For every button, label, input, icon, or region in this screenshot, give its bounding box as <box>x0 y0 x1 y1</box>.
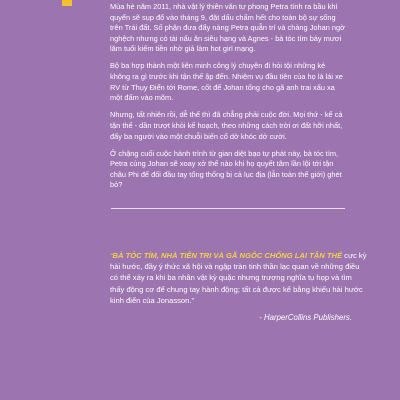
opening-quote-mark: “ <box>110 251 113 260</box>
yellow-accent-mark <box>62 0 72 6</box>
quote-body: cực kỳ hài hước, đầy ý thức xã hội và ngập tràn tinh thần lạc quan về những điều có thể xảy ra khi ba nhân vật kỳ quặc nhưng trượng nghĩa tụ họp và tìm thấy động cơ để chung tay hành động; tất cả được kể bằng khiếu hài hước kinh điển của Jonasson.” <box>110 251 367 305</box>
review-quote <box>110 250 368 306</box>
description-paragraph: Mùa hè năm 2011, nhà vật lý thiên văn tự phong Petra tính ra bầu khí quyển sẽ sụp đổ vào tháng 9, đặt dấu chấm hết cho toàn bộ sự sống trên Trái đất. Số phận đưa đẩy nàng Petra quẫn trí và chàng Johan ngờ nghệch nhưng có tài nấu ăn siêu hạng và Agnes - bà tóc tím bảy mươi lăm tuổi kiếm tiền nhờ giả làm hot girl mạng. <box>110 2 345 54</box>
description-paragraph: Ở chặng cuối cuộc hành trình từ gian diệt bạo tự phát này, bà tóc tím, Petra cùng Johan sẽ xoay xở thế nào khi họ quyết tâm lần lội tới tận châu Phi để đối đầu tay tổng thống bị cả lục địa (lẫn toàn thế giới) ghét bỏ? <box>110 148 342 190</box>
book-description <box>110 2 346 198</box>
quote-attribution: - HarperCollins Publishers. <box>259 313 352 322</box>
section-divider <box>111 208 345 209</box>
description-paragraph: Nhưng, tất nhiên rồi, dễ thế thì đã chẳng phải cuộc đời. Mọi thứ - kể cả tận thế - dần trượt khỏi kế hoạch, theo những cách trời ơi đất hỡi nhất, đẩy ba người vào một chuỗi biến cố dở khóc dở cười. <box>110 110 343 141</box>
quote-book-title: BÀ TÓC TÍM, NHÀ TIÊN TRI VÀ GÃ NGỐC CHỐNG LẠI TẬN THẾ <box>112 251 343 260</box>
description-paragraph: Bộ ba hợp thành một liên minh công lý chuyên đi hỏi tội những kẻ không ra gì trước khi tận thế ập đến. Nhiệm vụ đầu tiên của họ là lái xe RV từ Thụy Điển tới Rome, cốt để Johan tống cho gã anh trai xấu xa một đấm vào mõm. <box>110 61 343 103</box>
